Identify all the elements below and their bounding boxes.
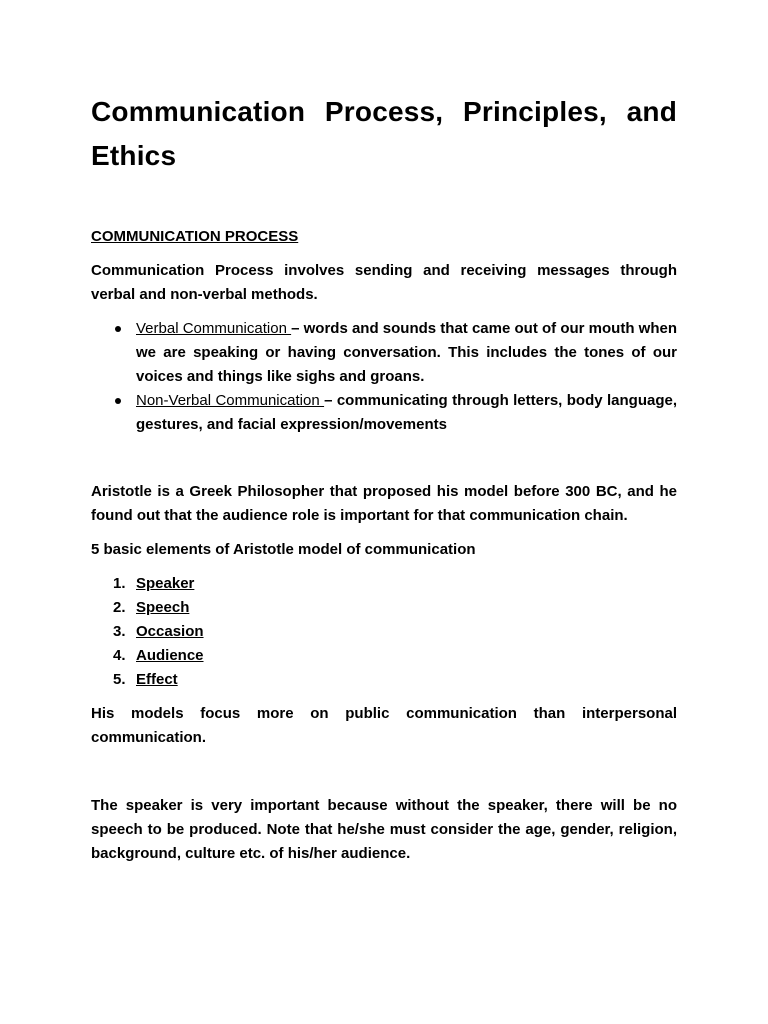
document-page [91,90,677,866]
element-label-audience: Audience [136,647,204,664]
description-verbal-communication: – words and sounds that came out of our mouth when we are speaking or having conversation. This includes the tones of our voices and things like sighs and groans. [136,320,677,385]
aristotle-elements-list [91,572,677,692]
element-label-occasion: Occasion [136,623,204,640]
list-item-verbal-communication [91,317,677,389]
aristotle-paragraph: Aristotle is a Greek Philosopher that proposed his model before 300 BC, and he found out that the audience role is important for that communication chain. [91,483,677,524]
description-non-verbal-communication: – communicating through letters, body language, gestures, and facial expression/movements [136,392,677,433]
section-heading-communication-process: COMMUNICATION PROCESS [91,228,299,245]
element-label-speech: Speech [136,599,190,616]
list-item-speaker [91,572,677,596]
list-number: 2. [113,599,126,616]
term-non-verbal-communication: Non-Verbal Communication [136,392,325,409]
list-item-non-verbal-communication [91,389,677,437]
element-label-effect: Effect [136,671,178,688]
speaker-paragraph: The speaker is very important because without the speaker, there will be no speech to be produced. Note that he/she must consider the age, gender, religion, background, culture etc. of his/her audience. [91,797,677,862]
element-label-speaker: Speaker [136,575,195,592]
term-verbal-communication: Verbal Communication [136,320,292,337]
bullet-icon [115,326,121,332]
communication-types-list [91,317,677,437]
list-number: 5. [113,671,126,688]
list-number: 1. [113,575,126,592]
document-title: Communication Process, Principles, and Ethics [91,96,677,171]
list-number: 4. [113,647,126,664]
list-item-speech [91,596,677,620]
focus-paragraph: His models focus more on public communication than interpersonal communication. [91,705,677,746]
elements-intro: 5 basic elements of Aristotle model of communication [91,541,476,558]
list-item-effect [91,668,677,692]
list-item-audience [91,644,677,668]
list-number: 3. [113,623,126,640]
list-item-occasion [91,620,677,644]
intro-paragraph: Communication Process involves sending and receiving messages through verbal and non-verbal methods. [91,262,677,303]
bullet-icon [115,398,121,404]
